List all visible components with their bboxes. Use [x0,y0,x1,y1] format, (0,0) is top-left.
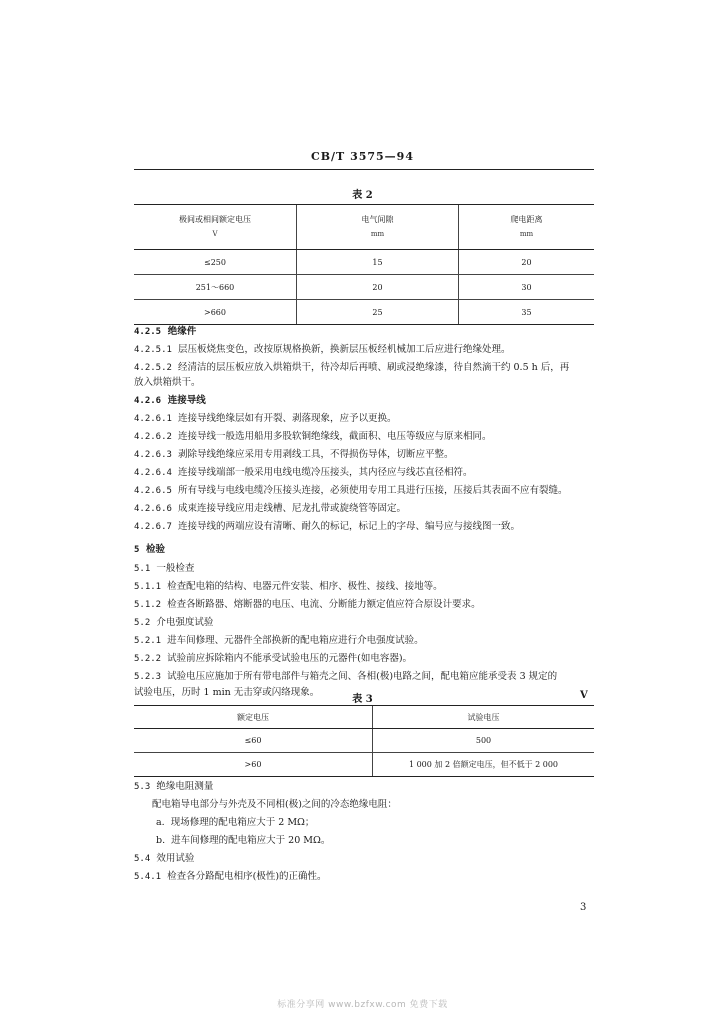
clause-paragraph: 5.1.1 检查配电箱的结构、电器元件安装、相序、极性、接线、接地等。 [134,581,443,592]
table-cell: 251～660 [134,275,297,300]
section-heading: 4.2.6 连接导线 [134,395,206,406]
chapter-heading: 5 检验 [134,544,166,555]
section-heading: 5.1 一般检查 [134,563,195,574]
table-row [134,729,594,753]
clause-paragraph: 4.2.6.4 连接导线端部一般采用电线电缆冷压接头，其内径应与线芯直径相符。 [134,467,473,478]
table-header-cell: 电气间隙 mm [297,205,459,250]
table-cell: >60 [134,753,373,777]
table-row [134,753,594,777]
clause-paragraph: 4.2.6.1 连接导线绝缘层如有开裂、剥落现象，应予以更换。 [134,413,397,424]
table-cell: 500 [373,729,595,753]
table-row [134,250,594,275]
clause-paragraph: 4.2.5.1 层压板烧焦变色，改按原规格换新，换新层压板经机械加工后应进行绝缘处理。 [134,344,511,355]
table-cell: 1 000 加 2 倍额定电压，但不低于 2 000 [373,753,595,777]
table3-title: 表 3 [352,694,373,705]
table-header-cell: 试验电压 [373,706,595,729]
header-rule [134,169,594,170]
watermark: 标准分享网 www.bzfxw.com 免费下载 [277,1000,448,1010]
table-cell: 25 [297,300,459,325]
page-number: 3 [580,902,587,913]
section-heading: 5.4 效用试验 [134,853,195,864]
clause-paragraph: 5.2.3 试验电压应施加于所有带电部件与箱壳之间、各相(极)电路之间，配电箱应能承受表 3 规定的 [134,671,558,682]
clause-continuation: 试验电压，历时 1 min 无击穿或闪络现象。 [134,687,320,698]
section-heading: 5.2 介电强度试验 [134,617,214,628]
table3-unit: V [580,690,588,701]
table-row [134,300,594,325]
table-cell: ≤60 [134,729,373,753]
clause-paragraph: 5.2.2 试验前应拆除箱内不能承受试验电压的元器件(如电容器)。 [134,653,413,664]
table-cell: ≤250 [134,250,297,275]
table-cell: 30 [459,275,595,300]
list-item: a. 现场修理的配电箱应大于 2 MΩ； [156,817,315,828]
table-cell: 15 [297,250,459,275]
table2-title: 表 2 [352,190,373,201]
clause-paragraph: 5.1.2 检查各断路器、熔断器的电压、电流、分断能力额定值应符合原设计要求。 [134,599,481,610]
clause-paragraph: 4.2.6.2 连接导线一般选用船用多股软铜绝缘线，截面积、电压等级应与原来相同。 [134,431,492,442]
table-cell: 35 [459,300,595,325]
clause-paragraph: 4.2.6.7 连接导线的两端应设有清晰、耐久的标记，标记上的字母、编号应与接线图一致。 [134,521,520,532]
table-header-cell: 极间或相间额定电压 V [134,205,297,250]
section-heading: 4.2.5 绝缘件 [134,326,197,337]
table-header-cell: 爬电距离 mm [459,205,595,250]
clause-paragraph: 5.4.1 检查各分路配电相序(极性)的正确性。 [134,871,327,882]
table-cell: 20 [297,275,459,300]
clause-continuation: 放入烘箱烘干。 [134,377,201,388]
clause-paragraph: 4.2.6.3 剥除导线绝缘应采用专用剥线工具，不得损伤导体，切断应平整。 [134,449,454,460]
table-header-row [134,706,594,729]
table-2 [134,204,594,325]
table-cell: >660 [134,300,297,325]
clause-paragraph: 配电箱导电部分与外壳及不同相(极)之间的冷态绝缘电阻： [152,799,397,810]
standard-number-header: CB/T 3575—94 [310,150,414,163]
table-row [134,275,594,300]
table-header-row [134,205,594,250]
section-heading: 5.3 绝缘电阻测量 [134,781,214,792]
table-header-cell: 额定电压 [134,706,373,729]
clause-paragraph: 4.2.6.6 成束连接导线应用走线槽、尼龙扎带或旋绕管等固定。 [134,503,406,514]
list-item: b. 进车间修理的配电箱应大于 20 MΩ。 [156,835,331,846]
table-cell: 20 [459,250,595,275]
clause-paragraph: 4.2.5.2 经清洁的层压板应放入烘箱烘干，待冷却后再喷、刷或浸绝缘漆，待自然滴干约 0.5 h 后，再 [134,362,570,373]
clause-paragraph: 4.2.6.5 所有导线与电线电缆冷压接头连接，必须使用专用工具进行压接，压接后其表面不应有裂缝。 [134,485,568,496]
clause-paragraph: 5.2.1 进车间修理、元器件全部换新的配电箱应进行介电强度试验。 [134,635,424,646]
table-3 [134,705,594,777]
